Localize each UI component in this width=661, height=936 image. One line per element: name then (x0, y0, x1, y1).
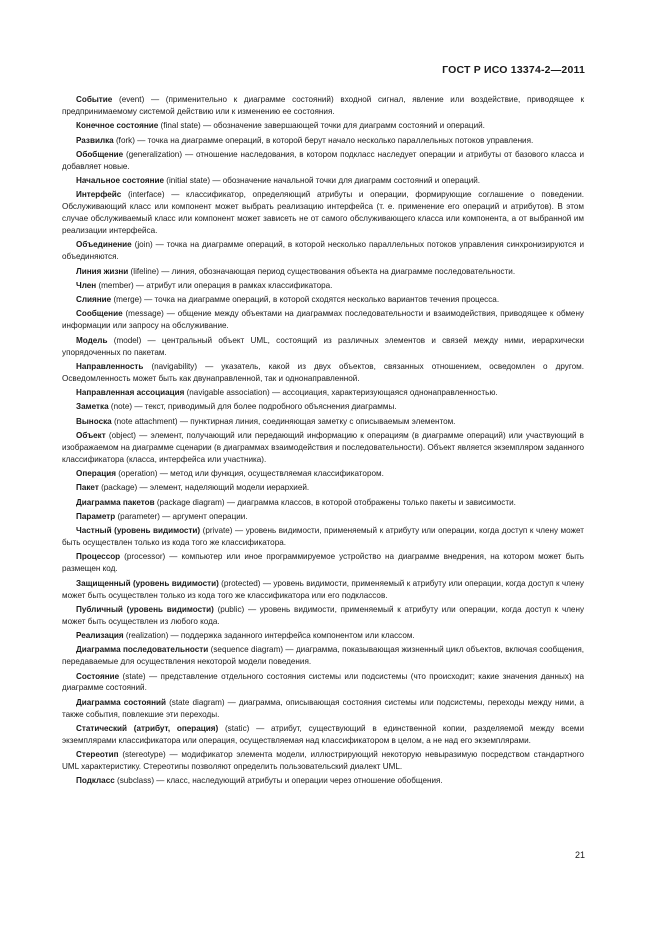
document-header: ГОСТ Р ИСО 13374-2—2011 (442, 64, 585, 76)
glossary-definition: (final state) — обозначение завершающей точки для диаграмм состояний и операций. (158, 121, 485, 131)
glossary-term: Защищенный (уровень видимости) (76, 578, 219, 588)
glossary-term: Событие (76, 95, 113, 104)
glossary-term: Пакет (76, 483, 99, 493)
glossary-term: Процессор (76, 552, 121, 562)
glossary-entry (62, 280, 584, 292)
glossary-entry (62, 511, 584, 523)
glossary-term: Выноска (76, 416, 112, 426)
glossary-entry (62, 671, 584, 695)
glossary-entry (62, 189, 584, 237)
glossary-entry (62, 335, 584, 359)
glossary-definition: (message) — общение между объектами на диаграммах последовательности и взаимодействия, приводящее к обмену информации или запросу на обслуживание. (62, 309, 584, 331)
glossary-definition: (model) — центральный объект UML, состоящий из различных элементов и связей между ними, иерархически упорядоченных по пакетам. (62, 335, 584, 357)
glossary-entry (62, 387, 584, 399)
glossary-entry (62, 525, 584, 549)
glossary-term: Начальное состояние (76, 176, 165, 185)
glossary-definition: (state) — представление отдельного состояния системы или подсистемы (что происходит; какие значения данных) на диаграмме состояний. (62, 671, 584, 693)
glossary-term: Подкласс (76, 776, 115, 786)
glossary-entry (62, 723, 584, 747)
glossary-entry (62, 482, 584, 494)
glossary-term: Диаграмма последовательности (76, 645, 209, 655)
glossary-entry (62, 294, 584, 306)
glossary-definition: (note) — текст, приводимый для более подробного объяснения диаграммы. (108, 402, 397, 412)
glossary-entry (62, 497, 584, 509)
glossary-definition: (navigable association) — ассоциация, характеризующаяся однонаправленностью. (184, 388, 498, 398)
glossary-entry (62, 401, 584, 413)
glossary-entry (62, 775, 584, 787)
glossary-entry (62, 361, 584, 385)
glossary-entry (62, 416, 584, 428)
page-number: 21 (574, 850, 585, 860)
glossary-definition: (join) — точка на диаграмме операций, в которой несколько параллельных потоков управления синхронизируются и объединяются. (62, 240, 584, 262)
glossary-definition: (parameter) — аргумент операции. (115, 511, 248, 521)
glossary-entry (62, 644, 584, 668)
glossary-term: Частный (уровень видимости) (76, 526, 201, 536)
glossary-term: Статический (атрибут, операция) (76, 723, 219, 733)
glossary-definition: (operation) — метод или функция, осуществляемая классификатором. (115, 469, 384, 479)
glossary-term: Публичный (уровень видимости) (76, 604, 214, 614)
glossary-definition: (interface) — классификатор, определяющий атрибуты и операции, формирующие соглашение о поведении. Обслуживающий класс или компонент может выбрать реализацию интерфейса (т. е. применение его операций и атрибутов). В этом случае обслуживаемый класс или компонент может зависеть не от самого обслуживающего класса или компонента, а от выбранной им реализации интерфейса. (62, 190, 584, 236)
glossary-term: Член (76, 280, 97, 290)
glossary-term: Сообщение (76, 309, 123, 319)
glossary-content (62, 94, 584, 790)
glossary-term: Направленная ассоциация (76, 388, 185, 398)
glossary-entry (62, 749, 584, 773)
glossary-term: Стереотип (76, 750, 119, 760)
glossary-definition: (event) — (применительно к диаграмме состояний) входной сигнал, явление или воздействие, приводящее к предпринимаемому системой действию или к изменению ее состояния. (62, 95, 584, 116)
glossary-definition: (sequence diagram) — диаграмма, показывающая жизненный цикл объектов, включая сообщения, передаваемые для осуществления некоторой модели поведения. (62, 645, 584, 667)
glossary-definition: (merge) — точка на диаграмме операций, в которой сходятся несколько вариантов течения процесса. (111, 295, 500, 305)
glossary-term: Диаграмма состояний (76, 697, 166, 707)
glossary-entry (62, 551, 584, 575)
glossary-definition: (initial state) — обозначение начальной точки для диаграмм состояний и операций. (164, 176, 481, 185)
glossary-term: Диаграмма пакетов (76, 497, 155, 507)
glossary-term: Линия жизни (76, 266, 129, 276)
glossary-definition: (static) — атрибут, существующий в единственной копии, разделяемой между всеми экземплярами классификатора или операция, осуществляемая над классификатором в целом, а не над его экземплярами. (62, 723, 584, 745)
glossary-term: Объединение (76, 240, 132, 250)
glossary-entry (62, 239, 584, 263)
glossary-entry (62, 175, 584, 187)
glossary-definition: (lifeline) — линия, обозначающая период существования объекта на диаграмме последовательности. (128, 266, 516, 276)
glossary-term: Обобщение (76, 149, 124, 159)
glossary-term: Конечное состояние (76, 121, 159, 131)
glossary-entry (62, 697, 584, 721)
glossary-entry (62, 630, 584, 642)
glossary-definition: (package) — элемент, наделяющий модели иерархией. (98, 483, 310, 493)
glossary-definition: (package diagram) — диаграмма классов, в которой отображены только пакеты и зависимости. (154, 497, 516, 507)
glossary-term: Операция (76, 469, 116, 479)
glossary-entry (62, 266, 584, 278)
glossary-entry (62, 120, 584, 132)
glossary-definition: (navigability) — указатель, какой из двух объектов, связанных отношением, осведомлен о другом. Осведомленность может быть как двунаправленной, так и однонаправленной. (62, 361, 584, 383)
glossary-entry (62, 308, 584, 332)
glossary-term: Интерфейс (76, 190, 122, 200)
glossary-entry (62, 430, 584, 466)
glossary-entry (62, 94, 584, 118)
glossary-entry (62, 135, 584, 147)
glossary-definition: (private) — уровень видимости, применяемый к атрибуту или операции, когда доступ к члену может быть осуществлен только из кода того же классификатора. (62, 526, 584, 548)
glossary-entry (62, 468, 584, 480)
glossary-term: Параметр (76, 511, 116, 521)
glossary-definition: (fork) — точка на диаграмме операций, в которой берут начало несколько параллельных потоков управления. (113, 135, 534, 145)
glossary-definition: (stereotype) — модификатор элемента модели, иллюстрирующий некоторую невыразимую посредством стандартного UML характеристику. Стереотипы позволяют определить пользовательский диалект UML. (62, 750, 584, 772)
glossary-term: Модель (76, 335, 108, 345)
glossary-definition: (state diagram) — диаграмма, описывающая состояния системы или подсистемы, переходы между ними, а также события, повлекшие эти переходы. (62, 697, 584, 719)
glossary-definition: (public) — уровень видимости, применяемый к атрибуту или операции, когда доступ к члену может быть осуществлен из любого кода. (62, 604, 585, 626)
glossary-definition: (processor) — компьютер или иное программируемое устройство на диаграмме внедрения, на котором может быть размещен код. (62, 552, 584, 574)
glossary-term: Объект (76, 430, 106, 440)
glossary-term: Развилка (76, 135, 114, 145)
glossary-definition: (protected) — уровень видимости, применяемый к атрибуту или операции, когда доступ к члену может быть осуществлен только из кода того же классификатора или его подклассов. (62, 578, 584, 600)
glossary-definition: (note attachment) — пунктирная линия, соединяющая заметку с описываемым элементом. (111, 416, 456, 426)
glossary-term: Слияние (76, 295, 112, 305)
glossary-entry (62, 149, 584, 173)
glossary-definition: (object) — элемент, получающий или передающий информацию к операциям (в диаграмме операций) или участвующий в изображаемом на диаграмме сценарии (в диаграммах взаимодействия и последовательности). Объект является экземпляром заданного классификатора (класса, интерфейса или участника). (62, 430, 584, 464)
glossary-definition: (member) — атрибут или операция в рамках классификатора. (96, 280, 333, 290)
glossary-definition: (subclass) — класс, наследующий атрибуты и операции через отношение обобщения. (114, 776, 443, 786)
glossary-entry (62, 604, 584, 628)
glossary-term: Состояние (76, 671, 120, 681)
glossary-definition: (realization) — поддержка заданного интерфейса компонентом или классом. (123, 631, 415, 641)
glossary-term: Направленность (76, 361, 144, 371)
glossary-entry (62, 578, 584, 602)
glossary-term: Заметка (76, 402, 109, 412)
glossary-term: Реализация (76, 631, 124, 641)
glossary-definition: (generalization) — отношение наследования, в котором подкласс наследует операции и атрибуты от базового класса и добавляет новые. (62, 149, 584, 171)
